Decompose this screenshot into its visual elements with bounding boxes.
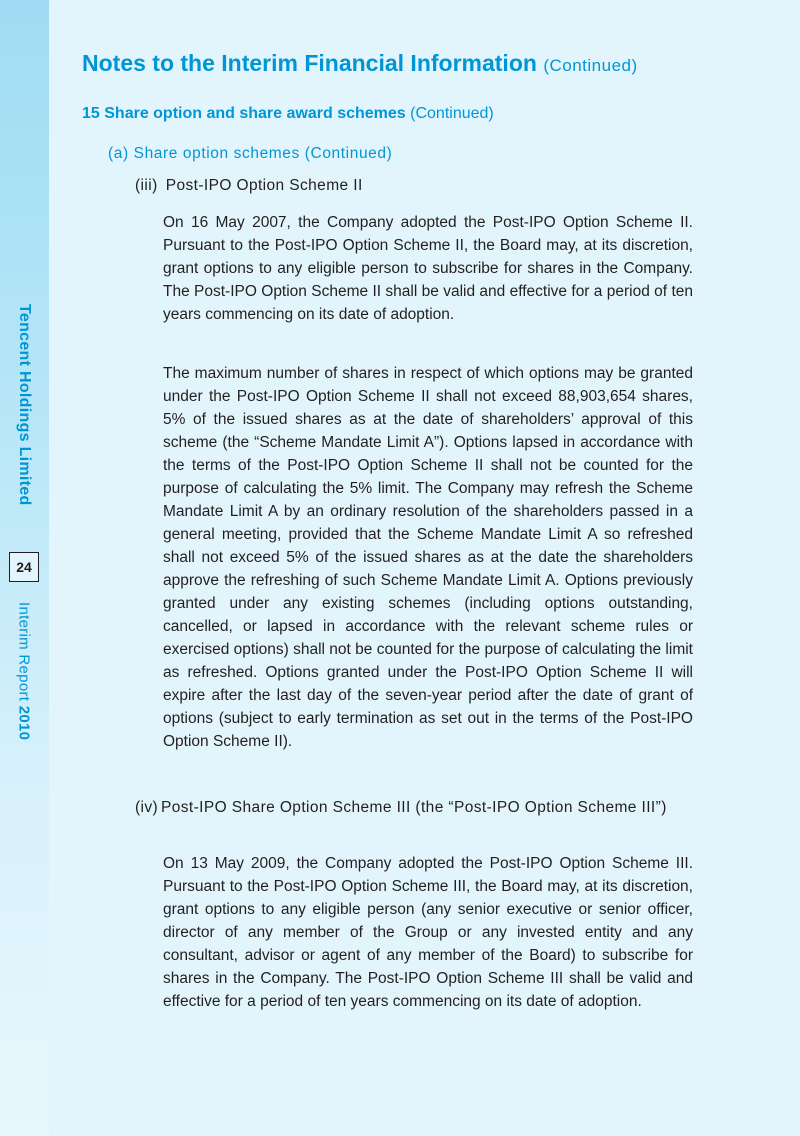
page-number: 24	[9, 552, 39, 582]
page-title-suffix: (Continued)	[543, 56, 638, 75]
item-iii-number: (iii)	[135, 177, 158, 194]
report-label	[16, 602, 33, 740]
sidebar	[0, 0, 49, 1136]
page-title	[82, 50, 638, 77]
item-iii-heading	[135, 177, 363, 195]
report-year: 2010	[15, 705, 33, 741]
item-iv-number: (iv)	[135, 799, 159, 816]
section-suffix: (Continued)	[410, 105, 494, 122]
subsection-heading: (a) Share option schemes (Continued)	[108, 145, 393, 162]
page-title-text: Notes to the Interim Financial Information	[82, 50, 537, 76]
report-name: Interim Report	[15, 602, 33, 702]
item-iii-paragraph-1: On 16 May 2007, the Company adopted the Post-IPO Option Scheme II. Pursuant to the Post-IPO Option Scheme II, the Board may, at its discretion, grant options to any eligible person to subscribe for shares in the Company. The Post-IPO Option Scheme II shall be valid and effective for a period of ten years commencing on its date of adoption.	[163, 214, 693, 323]
item-iii-title: Post-IPO Option Scheme II	[165, 177, 363, 194]
item-iv-title: Post-IPO Share Option Scheme III (the “Post-IPO Option Scheme III”)	[161, 799, 667, 816]
company-name: Tencent Holdings Limited	[16, 304, 33, 506]
item-iii-paragraph-2: The maximum number of shares in respect of which options may be granted under the Post-IPO Option Scheme II shall not exceed 88,903,654 shares, 5% of the issued shares as at the date of shareholders’ approval of this scheme (the “Scheme Mandate Limit A”). Options lapsed in accordance with the terms of the Post-IPO Option Scheme II shall not be counted for the purpose of calculating the 5% limit. The Company may refresh the Scheme Mandate Limit A by an ordinary resolution of the shareholders passed in a general meeting, provided that the Scheme Mandate Limit A so refreshed shall not exceed 5% of the issued shares as at the date the shareholders approve the refreshing of such Scheme Mandate Limit A. Options previously granted under any existing schemes (including options outstanding, cancelled, or lapsed in accordance with the relevant scheme rules or exercised options) shall not be counted for the purpose of calculating the limit as refreshed. Options granted under the Post-IPO Option Scheme II will expire after the last day of the seven-year period after the date of grant of options (subject to early termination as set out in the terms of the Post-IPO Option Scheme II).	[163, 365, 693, 750]
section-title: 15 Share option and share award schemes	[82, 105, 406, 122]
section-heading	[82, 105, 494, 123]
item-iv-heading	[135, 796, 695, 819]
item-iv-paragraph-1: On 13 May 2009, the Company adopted the Post-IPO Option Scheme III. Pursuant to the Post-IPO Option Scheme III, the Board may, at its discretion, grant options to any eligible person (any senior executive or senior officer, director of any member of the Group or any invested entity and any consultant, advisor or agent of any member of the Board) to subscribe for shares in the Company. The Post-IPO Option Scheme III shall be valid and effective for a period of ten years commencing on its date of adoption.	[163, 855, 693, 1010]
